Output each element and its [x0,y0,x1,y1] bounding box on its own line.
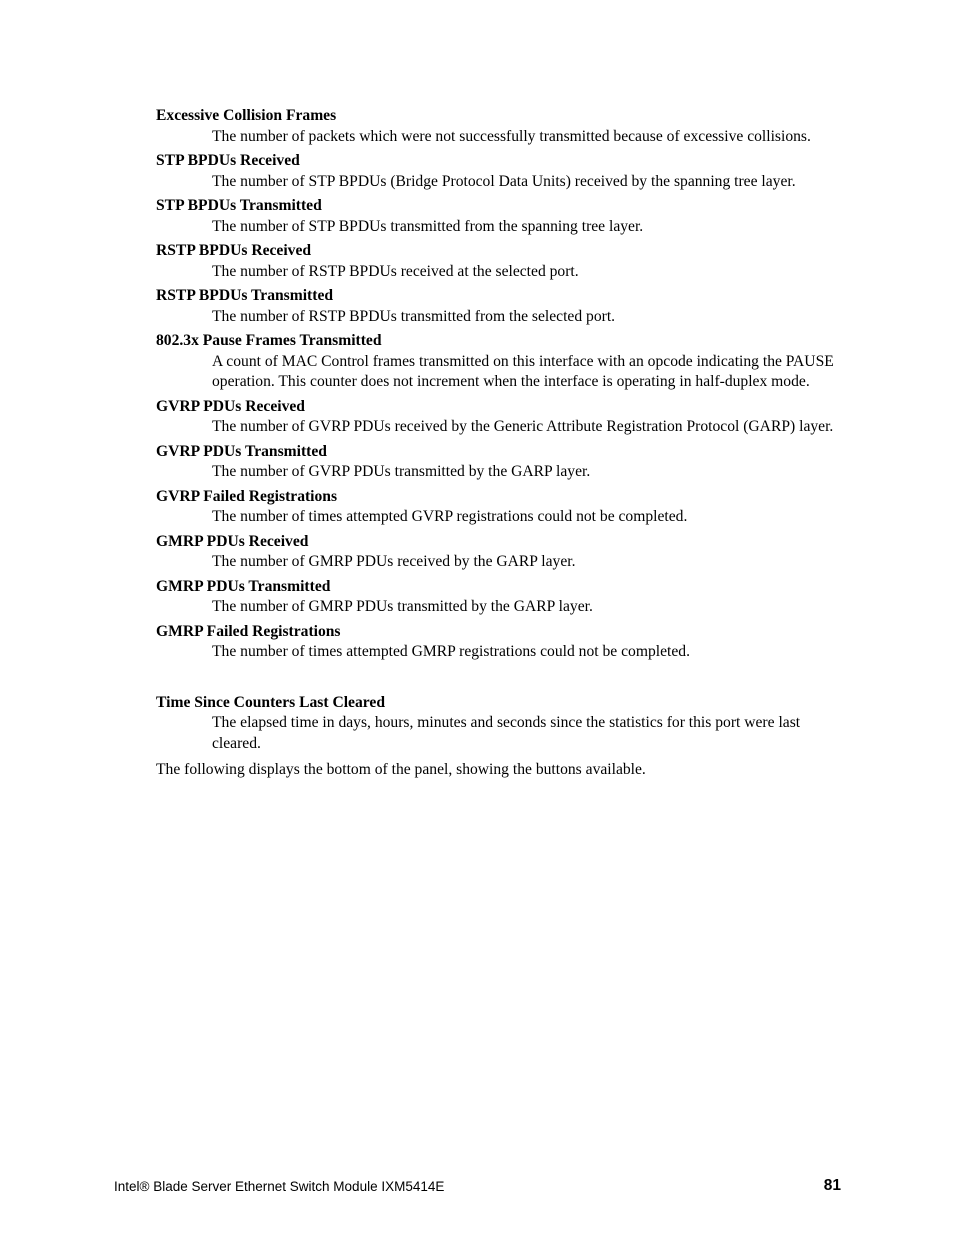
desc-gmrp-pdus-transmitted: The number of GMRP PDUs transmitted by the GARP layer. [212,598,593,615]
term-gmrp-failed-registrations: GMRP Failed Registrations [156,622,341,640]
term-gmrp-pdus-received: GMRP PDUs Received [156,532,309,550]
term-gvrp-pdus-transmitted: GVRP PDUs Transmitted [156,442,327,460]
desc-gmrp-failed-registrations: The number of times attempted GMRP registrations could not be completed. [212,643,690,660]
desc-gvrp-pdus-transmitted: The number of GVRP PDUs transmitted by the GARP layer. [212,463,591,480]
term-stp-bpdus-received: STP BPDUs Received [156,152,300,169]
desc-gvrp-pdus-received: The number of GVRP PDUs received by the Generic Attribute Registration Protocol (GARP) layer. [212,418,834,435]
desc-rstp-bpdus-transmitted: The number of RSTP BPDUs transmitted from the selected port. [212,307,616,325]
term-rstp-bpdus-transmitted: RSTP BPDUs Transmitted [156,287,334,304]
desc-stp-bpdus-transmitted: The number of STP BPDUs transmitted from the spanning tree layer. [212,217,644,235]
desc-gmrp-pdus-received: The number of GMRP PDUs received by the GARP layer. [212,553,576,570]
term-gmrp-pdus-transmitted: GMRP PDUs Transmitted [156,577,331,595]
desc-rstp-bpdus-received: The number of RSTP BPDUs received at the selected port. [212,262,579,280]
term-rstp-bpdus-received: RSTP BPDUs Received [156,242,312,259]
desc-pause-frames-transmitted: A count of MAC Control frames transmitted on this interface with an opcode indicating the PAUSE operation. This counter does not increment when the interface is operating in half-duplex mode. [212,352,834,390]
closing-paragraph: The following displays the bottom of the panel, showing the buttons available. [156,761,646,778]
term-gvrp-failed-registrations: GVRP Failed Registrations [156,487,338,505]
desc-time-since-counters-cleared: The elapsed time in days, hours, minutes and seconds since the statistics for this port were last cleared. [212,714,801,752]
term-time-since-counters-cleared: Time Since Counters Last Cleared [156,693,385,711]
term-stp-bpdus-transmitted: STP BPDUs Transmitted [156,197,322,214]
term-excessive-collision-frames: Excessive Collision Frames [156,107,337,124]
term-gvrp-pdus-received: GVRP PDUs Received [156,397,305,415]
footer-title: Intel® Blade Server Ethernet Switch Module IXM5414E [114,1179,445,1194]
desc-gvrp-failed-registrations: The number of times attempted GVRP registrations could not be completed. [212,508,688,525]
term-pause-frames-transmitted: 802.3x Pause Frames Transmitted [156,332,382,349]
document-body [156,106,842,781]
spacer [156,667,842,693]
page-number: 81 [823,1177,841,1194]
desc-excessive-collision-frames: The number of packets which were not successfully transmitted because of excessive collisions. [212,127,811,145]
desc-stp-bpdus-received: The number of STP BPDUs (Bridge Protocol Data Units) received by the spanning tree layer. [212,172,796,190]
